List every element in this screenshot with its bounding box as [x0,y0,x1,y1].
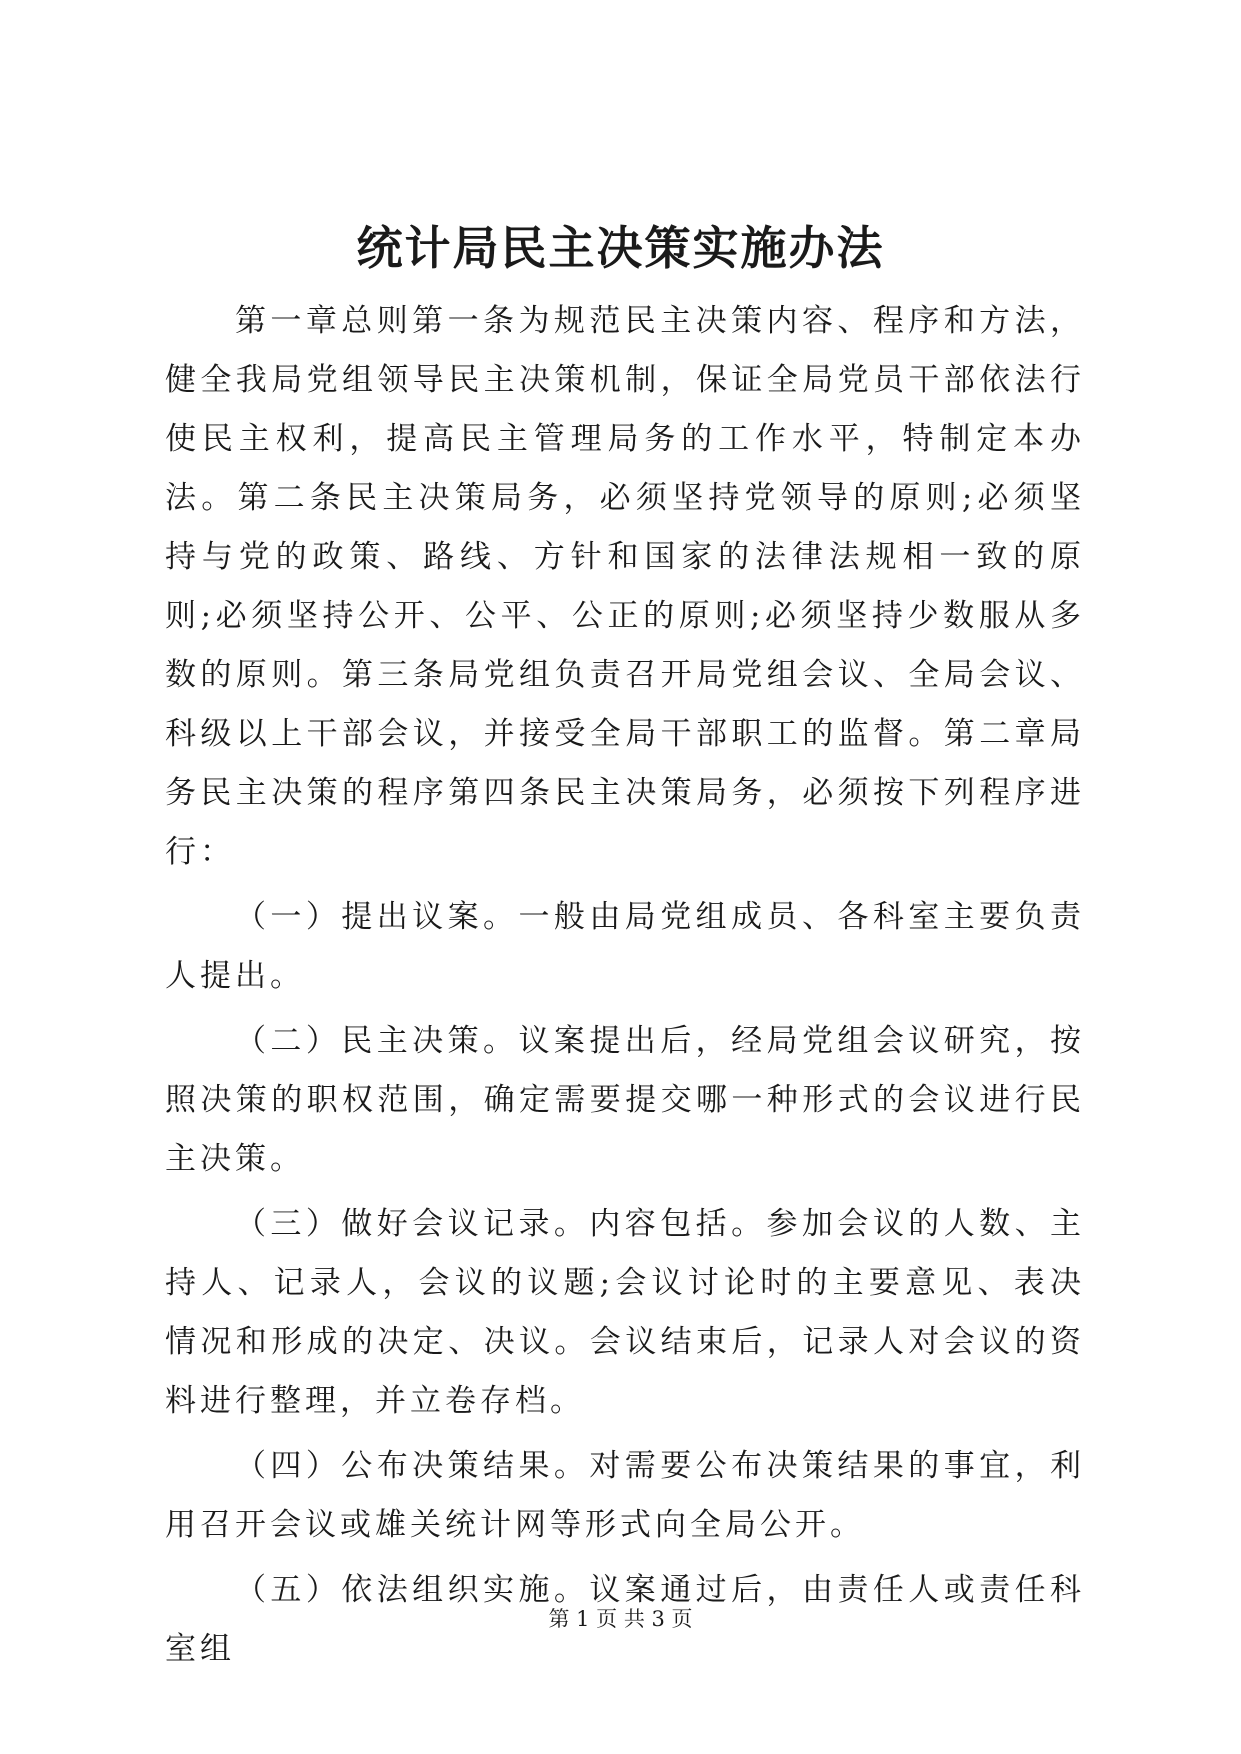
paragraph-step-5: （五）依法组织实施。议案通过后，由责任人或责任科室组 [165,1572,1085,1667]
paragraph-general-provisions: 第一章总则第一条为规范民主决策内容、程序和方法，健全我局党组领导民主决策机制，保证全局党员干部依法行使民主权利，提高民主管理局务的工作水平，特制定本办法。第二条民主决策局务，必须坚持党领导的原则;必须坚持与党的政策、路线、方针和国家的法律法规相一致的原则;必须坚持公开、公平、公正的原则;必须坚持少数服从多数的原则。第三条局党组负责召开局党组会议、全局会议、科级以上干部会议，并接受全局干部职工的监督。第二章局务民主决策的程序第四条民主决策局务，必须按下列程序进行： [165,303,1085,870]
paragraph-step-4: （四）公布决策结果。对需要公布决策结果的事宜，利用召开会议或雄关统计网等形式向全局公开。 [165,1448,1085,1543]
document-body [165,292,1085,1685]
paragraph-step-2: （二）民主决策。议案提出后，经局党组会议研究，按照决策的职权范围，确定需要提交哪一种形式的会议进行民主决策。 [165,1023,1085,1177]
paragraph-step-3: （三）做好会议记录。内容包括。参加会议的人数、主持人、记录人，会议的议题;会议讨论时的主要意见、表决情况和形成的决定、决议。会议结束后，记录人对会议的资料进行整理，并立卷存档。 [165,1206,1085,1419]
page-footer: 第 1 页 共 3 页 [548,1607,693,1631]
document-title: 统计局民主决策实施办法 [356,221,885,275]
paragraph-step-1: （一）提出议案。一般由局党组成员、各科室主要负责人提出。 [165,899,1085,994]
